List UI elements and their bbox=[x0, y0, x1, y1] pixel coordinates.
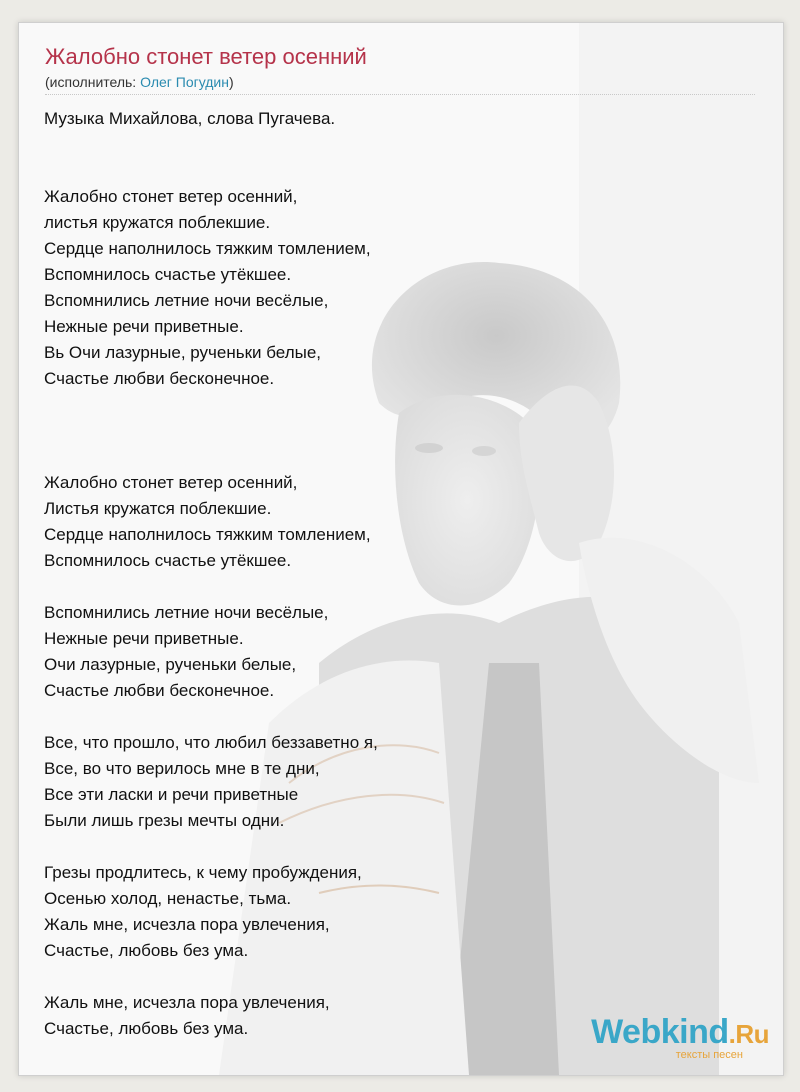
lyrics-line: Жалобно стонет ветер осенний, bbox=[44, 473, 298, 492]
lyrics-blank-line bbox=[44, 392, 744, 418]
lyrics-line: Осенью холод, ненастье, тьма. bbox=[44, 889, 292, 908]
lyrics-line: Были лишь грезы мечты одни. bbox=[44, 811, 285, 830]
header-divider bbox=[45, 94, 755, 95]
lyrics-line: Сердце наполнилось тяжким томлением, bbox=[44, 239, 371, 258]
lyrics-line: Все, что прошло, что любил беззаветно я, bbox=[44, 733, 378, 752]
lyrics-line: Очи лазурные, рученьки белые, bbox=[44, 655, 297, 674]
lyrics-blank-line bbox=[44, 132, 744, 158]
lyrics-line: Счастье любви бесконечное. bbox=[44, 369, 275, 388]
performer-prefix: (исполнитель: bbox=[45, 74, 141, 90]
lyrics-line: Счастье любви бесконечное. bbox=[44, 681, 275, 700]
site-logo[interactable] bbox=[591, 1015, 769, 1061]
lyrics-line: Вспомнилось счастье утёкшее. bbox=[44, 265, 292, 284]
lyrics-line: Вспомнились летние ночи весёлые, bbox=[44, 291, 329, 310]
lyrics-blank-line bbox=[44, 418, 744, 444]
lyrics-blank-line bbox=[44, 704, 744, 730]
lyrics-line: листья кружатся поблекшие. bbox=[44, 213, 271, 232]
lyrics-line: Сердце наполнилось тяжким томлением, bbox=[44, 525, 371, 544]
lyrics-blank-line bbox=[44, 444, 744, 470]
performer-line bbox=[45, 73, 367, 91]
lyrics-blank-line bbox=[44, 158, 744, 184]
artist-link[interactable]: Олег Погудин bbox=[140, 74, 229, 90]
performer-suffix: ) bbox=[229, 74, 234, 90]
lyrics-line: Жалобно стонет ветер осенний, bbox=[44, 187, 298, 206]
song-title: Жалобно стонет ветер осенний bbox=[45, 44, 367, 69]
logo-wordmark bbox=[591, 1015, 769, 1051]
lyrics-line: Вспомнилось счастье утёкшее. bbox=[44, 551, 292, 570]
lyrics-line: Вь Очи лазурные, рученьки белые, bbox=[44, 343, 322, 362]
lyrics-line: Вспомнились летние ночи весёлые, bbox=[44, 603, 329, 622]
lyrics-line: Грезы продлитесь, к чему пробуждения, bbox=[44, 863, 362, 882]
lyrics-line: Все, во что верилось мне в те дни, bbox=[44, 759, 320, 778]
logo-tagline: тексты песен bbox=[675, 1049, 743, 1061]
lyrics-blank-line bbox=[44, 964, 744, 990]
lyrics-blank-line bbox=[44, 834, 744, 860]
logo-name: Webkind bbox=[591, 1013, 729, 1051]
lyrics-text bbox=[44, 106, 744, 1042]
logo-tld: .Ru bbox=[728, 1019, 769, 1049]
lyrics-page bbox=[18, 22, 784, 1076]
lyrics-line: Все эти ласки и речи приветные bbox=[44, 785, 299, 804]
lyrics-blank-line bbox=[44, 574, 744, 600]
lyrics-line: Счастье, любовь без ума. bbox=[44, 1019, 249, 1038]
lyrics-line: Музыка Михайлова, слова Пугачева. bbox=[44, 109, 336, 128]
lyrics-line: Счастье, любовь без ума. bbox=[44, 941, 249, 960]
lyrics-line: Листья кружатся поблекшие. bbox=[44, 499, 272, 518]
lyrics-line: Жаль мне, исчезла пора увлечения, bbox=[44, 915, 330, 934]
lyrics-line: Нежные речи приветные. bbox=[44, 629, 244, 648]
lyrics-line: Жаль мне, исчезла пора увлечения, bbox=[44, 993, 330, 1012]
song-header bbox=[45, 43, 367, 91]
lyrics-line: Нежные речи приветные. bbox=[44, 317, 244, 336]
